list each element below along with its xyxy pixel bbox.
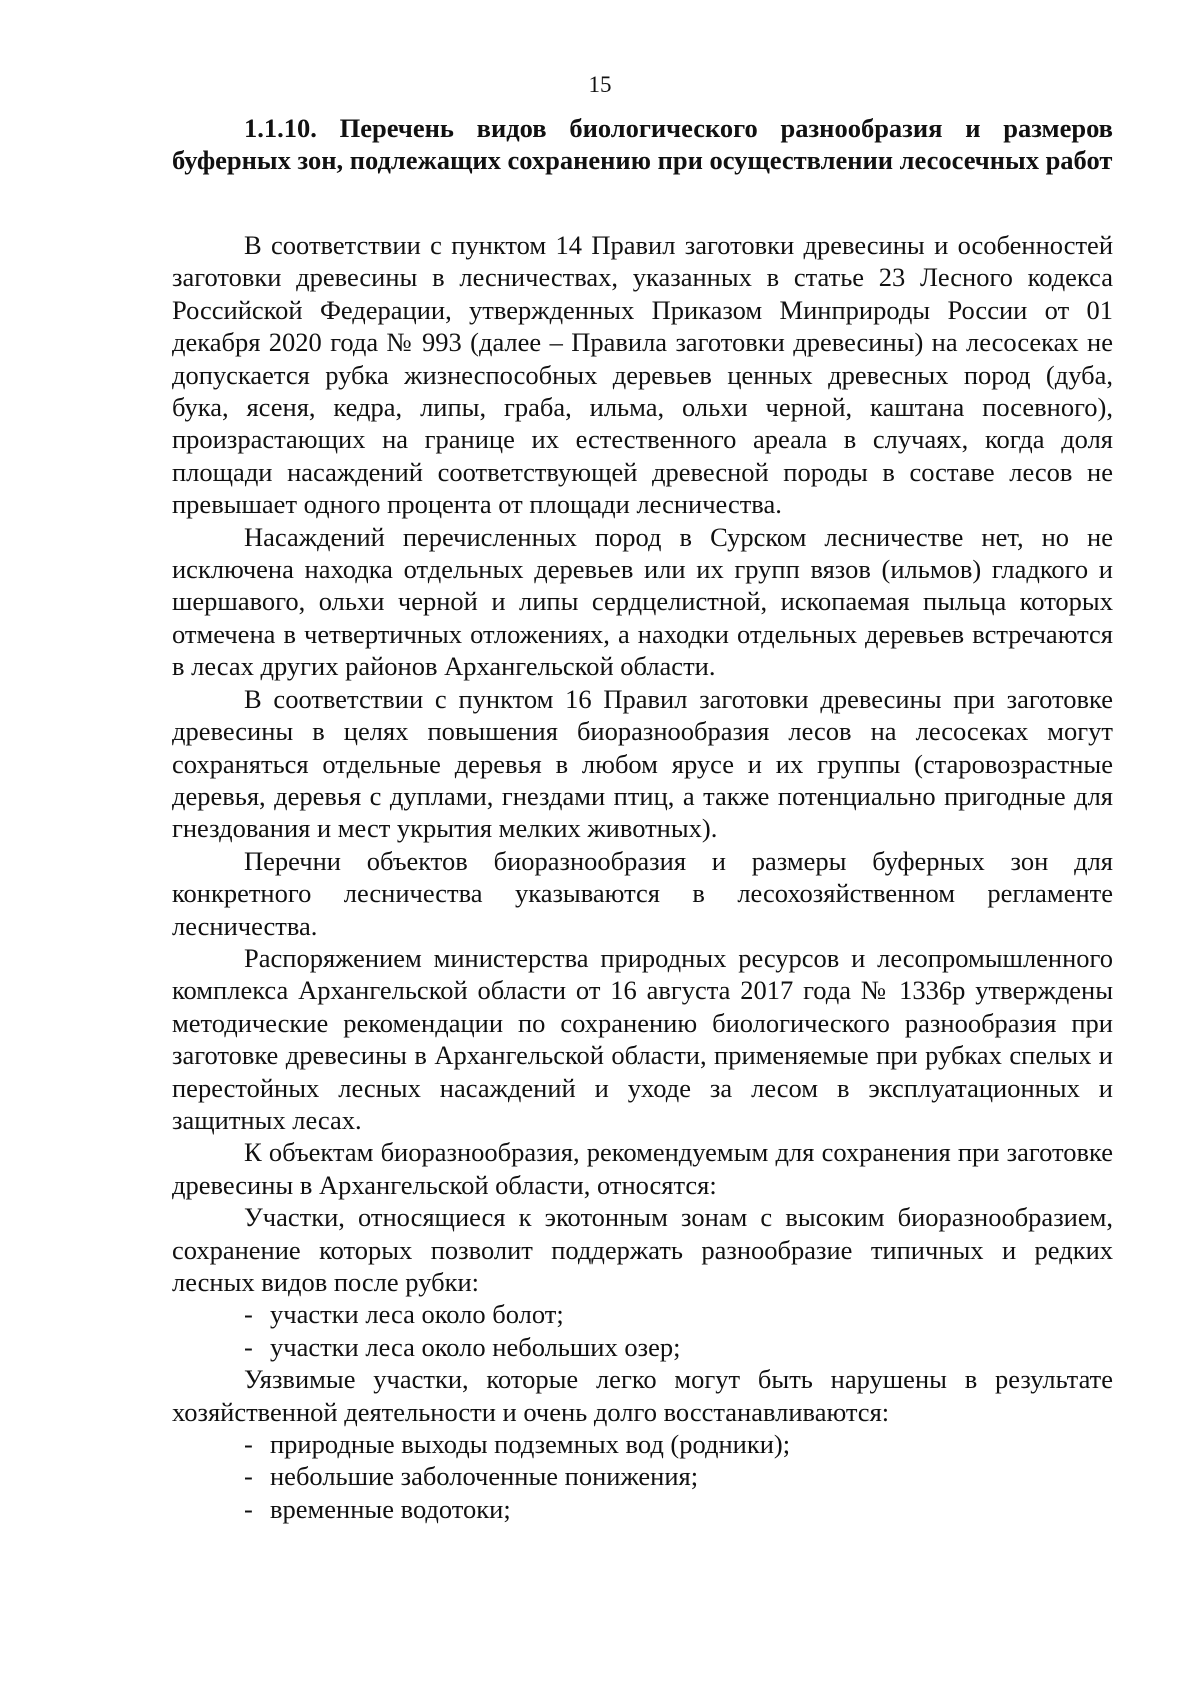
- page-number: 15: [588, 72, 612, 97]
- bullet-list: [172, 1298, 1113, 1363]
- list-dash: -: [244, 1299, 253, 1330]
- list-item: [172, 1460, 1113, 1492]
- list-item-text: временные водотоки;: [270, 1493, 511, 1524]
- list-item: [172, 1428, 1113, 1460]
- list-dash: -: [244, 1493, 253, 1524]
- paragraph: В соответствии с пунктом 16 Правил заготовки древесины при заготовке древесины в целях повышения биоразнообразия лесов на лесосеках могут сохраняться отдельные деревья в любом ярусе и их группы (старовозрастные деревья, деревья с дуплами, гнездами птиц, а также потенциально пригодные для гнездования и мест укрытия мелких животных).: [172, 683, 1113, 844]
- list-dash: -: [244, 1429, 253, 1460]
- list-item-text: природные выходы подземных вод (родники);: [270, 1429, 791, 1460]
- paragraph: К объектам биоразнообразия, рекомендуемым для сохранения при заготовке древесины в Архангельской области, относятся:: [172, 1137, 1113, 1200]
- list-item-text: небольшие заболоченные понижения;: [270, 1461, 699, 1492]
- list-item: [172, 1331, 1113, 1363]
- page-content: [172, 112, 1113, 1525]
- list-item: [172, 1493, 1113, 1525]
- bullet-list: [172, 1428, 1113, 1525]
- list-dash: -: [244, 1461, 253, 1492]
- paragraph: Участки, относящиеся к экотонным зонам с высоким биоразнообразием, сохранение которых позволит поддержать разнообразие типичных и редких лесных видов после рубки:: [172, 1202, 1113, 1297]
- section-heading: 1.1.10. Перечень видов биологического разнообразия и размеров буферных зон, подлежащих сохранению при осуществлении лесосечных работ: [172, 113, 1113, 175]
- paragraph: Перечни объектов биоразнообразия и размеры буферных зон для конкретного лесничества указываются в лесохозяйственном регламенте лесничества.: [172, 845, 1113, 941]
- list-item-text: участки леса около небольших озер;: [270, 1331, 681, 1362]
- list-item: [172, 1298, 1113, 1330]
- paragraph: Распоряжением министерства природных ресурсов и лесопромышленного комплекса Архангельской области от 16 августа 2017 года № 1336р утверждены методические рекомендации по сохранению биологического разнообразия при заготовке древесины в Архангельской области, применяемые при рубках спелых и перестойных лесных насаждений и уходе за лесом в эксплуатационных и защитных лесах.: [172, 942, 1113, 1135]
- list-dash: -: [244, 1331, 253, 1362]
- section-body: [172, 229, 1113, 1525]
- paragraph: В соответствии с пунктом 14 Правил заготовки древесины и особенностей заготовки древесины в лесничествах, указанных в статье 23 Лесного кодекса Российской Федерации, утвержденных Приказом Минприроды России от 01 декабря 2020 года № 993 (далее – Правила заготовки древесины) на лесосеках не допускается рубка жизнеспособных деревьев ценных древесных пород (дуба, бука, ясеня, кедра, липы, граба, ильма, ольхи черной, каштана посевного), произрастающих на границе их естественного ареала в случаях, когда доля площади насаждений соответствующей древесной породы в составе лесов не превышает одного процента от площади лесничества.: [172, 230, 1113, 520]
- paragraph: Насаждений перечисленных пород в Сурском лесничестве нет, но не исключена находка отдельных деревьев или их групп вязов (ильмов) гладкого и шершавого, ольхи черной и липы сердцелистной, ископаемая пыльца которых отмечена в четвертичных отложениях, а находки отдельных деревьев встречаются в лесах других районов Архангельской области.: [172, 521, 1113, 682]
- paragraph: Уязвимые участки, которые легко могут быть нарушены в результате хозяйственной деятельности и очень долго восстанавливаются:: [172, 1364, 1113, 1427]
- list-item-text: участки леса около болот;: [270, 1299, 564, 1330]
